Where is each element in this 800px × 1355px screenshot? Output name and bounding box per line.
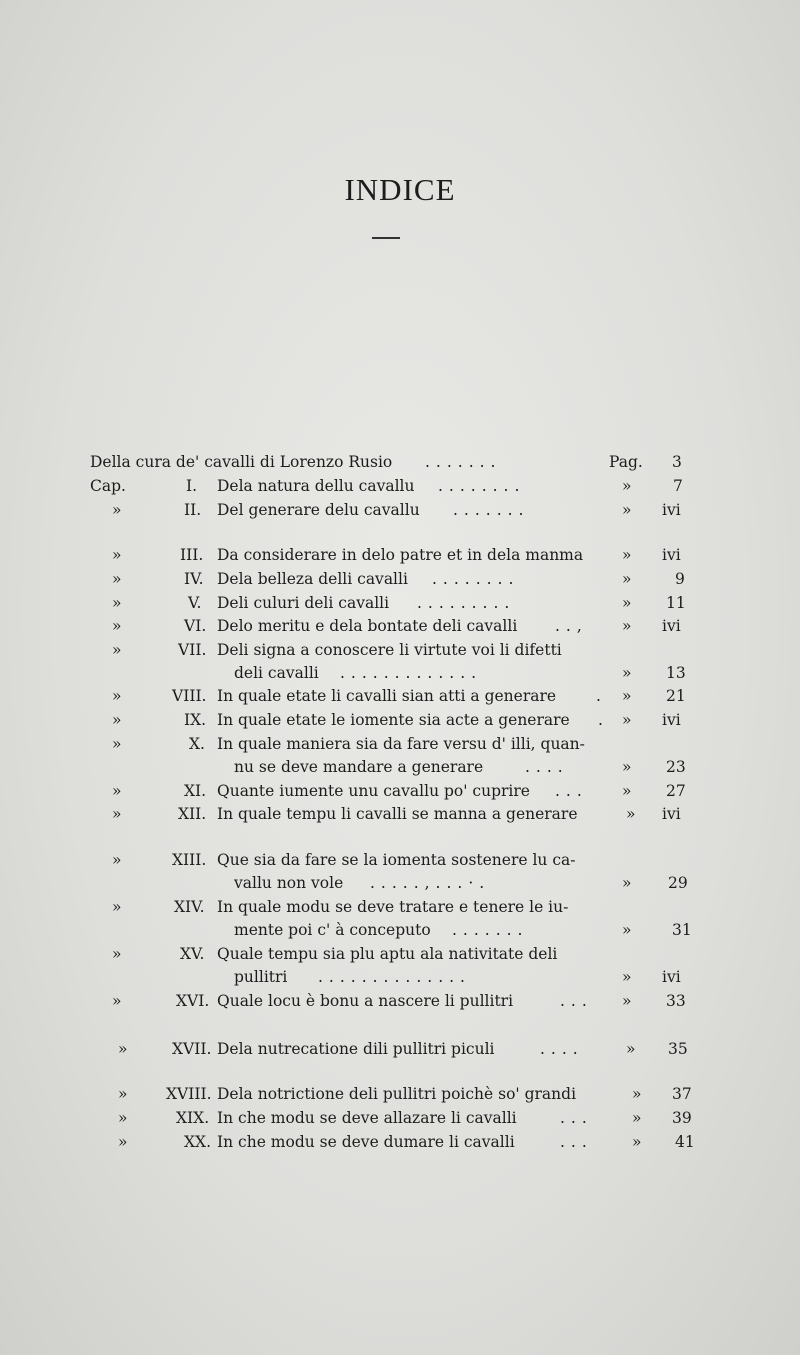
entry-page: 41 bbox=[675, 1133, 695, 1151]
chapter-number: II. bbox=[184, 501, 202, 519]
ditto-mark: » bbox=[622, 968, 632, 986]
toc-entry bbox=[0, 1130, 800, 1154]
ditto-mark: » bbox=[622, 992, 632, 1010]
ditto-mark: » bbox=[622, 617, 632, 635]
ditto-mark: » bbox=[622, 758, 632, 776]
entry-page: 39 bbox=[672, 1109, 692, 1127]
toc-entry bbox=[0, 543, 800, 567]
ditto-mark: » bbox=[112, 501, 122, 519]
entry-title: Quale tempu sia plu aptu ala nativitate deli bbox=[217, 945, 558, 963]
entry-page: 37 bbox=[672, 1085, 692, 1103]
chapter-number: IX. bbox=[184, 711, 207, 729]
toc-entry bbox=[0, 802, 800, 826]
ditto-mark: » bbox=[632, 1133, 642, 1151]
toc-entry bbox=[0, 895, 800, 919]
toc-entry-continuation bbox=[0, 661, 800, 685]
ditto-mark: » bbox=[626, 805, 636, 823]
toc-entry bbox=[0, 1037, 800, 1061]
leader-dots: ......... bbox=[417, 594, 516, 612]
entry-title: In quale etate li cavalli sian atti a generare bbox=[217, 687, 557, 705]
leader-dots: ... bbox=[555, 782, 588, 800]
toc-entry bbox=[0, 1106, 800, 1130]
leader-dots: ............. bbox=[340, 664, 483, 682]
chapter-number: III. bbox=[180, 546, 204, 564]
leader-dots: ... bbox=[560, 1109, 593, 1127]
cap-label: Cap. bbox=[90, 477, 126, 495]
chapter-number: IV. bbox=[184, 570, 204, 588]
entry-title: Quale locu è bonu a nascere li pullitri bbox=[217, 992, 514, 1010]
entry-title: In quale tempu li cavalli se manna a generare bbox=[217, 805, 578, 823]
leader-dots: ... bbox=[560, 1133, 593, 1151]
leader-dots: ....... bbox=[452, 921, 529, 939]
entry-title: Da considerare in delo patre et in dela manma bbox=[217, 546, 584, 564]
entry-title: Dela nutrecatione dili pullitri piculi bbox=[217, 1040, 495, 1058]
leader-dots: ........ bbox=[438, 477, 526, 495]
chapter-number: VII. bbox=[178, 641, 207, 659]
chapter-number: VIII. bbox=[172, 687, 207, 705]
chapter-number: XVI. bbox=[176, 992, 210, 1010]
entry-title: Della cura de' cavalli di Lorenzo Rusio bbox=[90, 453, 393, 471]
entry-title: In quale maniera sia da fare versu d' illi, quan- bbox=[217, 735, 585, 753]
leader-dots: .... bbox=[525, 758, 569, 776]
ditto-mark: » bbox=[112, 641, 122, 659]
entry-title: Del generare delu cavallu bbox=[217, 501, 420, 519]
entry-page: 29 bbox=[668, 874, 688, 892]
toc-entry-continuation bbox=[0, 755, 800, 779]
leader-dots: ....... bbox=[453, 501, 530, 519]
entry-title: Quante iumente unu cavallu po' cuprire bbox=[217, 782, 530, 800]
toc-entry-continuation bbox=[0, 965, 800, 989]
chapter-number: XX. bbox=[184, 1133, 211, 1151]
entry-title-line2: vallu non vole bbox=[234, 874, 344, 892]
entry-title: In che modu se deve allazare li cavalli bbox=[217, 1109, 517, 1127]
ditto-mark: » bbox=[112, 782, 122, 800]
entry-page: 33 bbox=[666, 992, 686, 1010]
entry-title: Deli signa a conoscere li virtute voi li difetti bbox=[217, 641, 562, 659]
leader-dots: . bbox=[596, 687, 601, 705]
ditto-mark: » bbox=[622, 594, 632, 612]
chapter-number: XI. bbox=[184, 782, 207, 800]
toc-entry bbox=[0, 474, 800, 498]
entry-page: 35 bbox=[668, 1040, 688, 1058]
entry-title: Dela belleza delli cavalli bbox=[217, 570, 408, 588]
toc-entry-continuation bbox=[0, 918, 800, 942]
ditto-mark: » bbox=[632, 1085, 642, 1103]
ditto-mark: » bbox=[112, 570, 122, 588]
page-title: INDICE bbox=[344, 172, 456, 207]
entry-title: In quale etate le iomente sia acte a generare bbox=[217, 711, 570, 729]
toc-entry bbox=[0, 567, 800, 591]
entry-title: Dela notrictione deli pullitri poichè so' grandi bbox=[217, 1085, 577, 1103]
entry-title-line2: nu se deve mandare a generare bbox=[234, 758, 484, 776]
ditto-mark: » bbox=[622, 664, 632, 682]
pag-label: Pag. bbox=[609, 453, 643, 471]
ditto-mark: » bbox=[622, 921, 632, 939]
entry-title-line2: pullitri bbox=[234, 968, 288, 986]
ditto-mark: » bbox=[622, 477, 632, 495]
chapter-number: I. bbox=[186, 477, 198, 495]
chapter-number: XIV. bbox=[174, 898, 205, 916]
leader-dots: .............. bbox=[318, 968, 471, 986]
chapter-number: XII. bbox=[178, 805, 207, 823]
ditto-mark: » bbox=[118, 1133, 128, 1151]
entry-page: ivi bbox=[662, 546, 681, 564]
ditto-mark: » bbox=[622, 687, 632, 705]
toc-entry bbox=[0, 498, 800, 522]
ditto-mark: » bbox=[112, 617, 122, 635]
entry-page: 23 bbox=[666, 758, 686, 776]
entry-page: 3 bbox=[672, 453, 682, 471]
ditto-mark: » bbox=[112, 945, 122, 963]
ditto-mark: » bbox=[622, 570, 632, 588]
toc-entry bbox=[0, 942, 800, 966]
entry-page: 31 bbox=[672, 921, 692, 939]
toc-entry bbox=[0, 732, 800, 756]
toc-entry bbox=[0, 989, 800, 1013]
chapter-number: VI. bbox=[184, 617, 207, 635]
chapter-number: XIII. bbox=[172, 851, 207, 869]
toc-entry bbox=[0, 848, 800, 872]
ditto-mark: » bbox=[118, 1109, 128, 1127]
ditto-mark: » bbox=[626, 1040, 636, 1058]
toc-entry bbox=[0, 708, 800, 732]
ditto-mark: » bbox=[622, 546, 632, 564]
chapter-number: X. bbox=[189, 735, 205, 753]
ditto-mark: » bbox=[118, 1085, 128, 1103]
entry-title-line2: deli cavalli bbox=[234, 664, 319, 682]
leader-dots: .., bbox=[555, 617, 588, 635]
leader-dots: ....... bbox=[425, 453, 502, 471]
entry-page: ivi bbox=[662, 617, 681, 635]
toc-entry bbox=[0, 779, 800, 803]
entry-page: ivi bbox=[662, 968, 681, 986]
leader-dots: .....,...·. bbox=[370, 874, 491, 892]
entry-page: 7 bbox=[673, 477, 683, 495]
chapter-number: XVII. bbox=[172, 1040, 212, 1058]
leader-dots: ... bbox=[560, 992, 593, 1010]
ditto-mark: » bbox=[118, 1040, 128, 1058]
ditto-mark: » bbox=[622, 501, 632, 519]
ditto-mark: » bbox=[112, 687, 122, 705]
toc-entry bbox=[0, 614, 800, 638]
entry-page: 9 bbox=[675, 570, 685, 588]
ditto-mark: » bbox=[112, 805, 122, 823]
chapter-number: V. bbox=[188, 594, 202, 612]
toc-entry-continuation bbox=[0, 871, 800, 895]
chapter-number: XV. bbox=[180, 945, 205, 963]
entry-page: 11 bbox=[666, 594, 686, 612]
entry-title: In che modu se deve dumare li cavalli bbox=[217, 1133, 515, 1151]
entry-page: ivi bbox=[662, 805, 681, 823]
toc-entry bbox=[0, 684, 800, 708]
toc-entry bbox=[0, 638, 800, 662]
leader-dots: . bbox=[598, 711, 603, 729]
entry-title: Dela natura dellu cavallu bbox=[217, 477, 415, 495]
ditto-mark: » bbox=[112, 992, 122, 1010]
toc-entry bbox=[0, 450, 800, 474]
entry-title: Deli culuri deli cavalli bbox=[217, 594, 390, 612]
ditto-mark: » bbox=[112, 546, 122, 564]
toc-entry bbox=[0, 1082, 800, 1106]
entry-page: 21 bbox=[666, 687, 686, 705]
entry-title-line2: mente poi c' à conceputo bbox=[234, 921, 431, 939]
toc-entry bbox=[0, 591, 800, 615]
ditto-mark: » bbox=[112, 735, 122, 753]
ditto-mark: » bbox=[622, 782, 632, 800]
entry-title: Delo meritu e dela bontate deli cavalli bbox=[217, 617, 518, 635]
leader-dots: ........ bbox=[432, 570, 520, 588]
entry-title: Que sia da fare se la iomenta sostenere lu ca- bbox=[217, 851, 576, 869]
ditto-mark: » bbox=[112, 594, 122, 612]
ditto-mark: » bbox=[632, 1109, 642, 1127]
leader-dots: .... bbox=[540, 1040, 584, 1058]
chapter-number: XIX. bbox=[176, 1109, 210, 1127]
ditto-mark: » bbox=[112, 711, 122, 729]
entry-page: ivi bbox=[662, 501, 681, 519]
ditto-mark: » bbox=[622, 874, 632, 892]
ditto-mark: » bbox=[112, 898, 122, 916]
entry-page: ivi bbox=[662, 711, 681, 729]
ditto-mark: » bbox=[112, 851, 122, 869]
ditto-mark: » bbox=[622, 711, 632, 729]
chapter-number: XVIII. bbox=[166, 1085, 212, 1103]
entry-page: 27 bbox=[666, 782, 686, 800]
entry-title: In quale modu se deve tratare e tenere le iu- bbox=[217, 898, 569, 916]
entry-page: 13 bbox=[666, 664, 686, 682]
